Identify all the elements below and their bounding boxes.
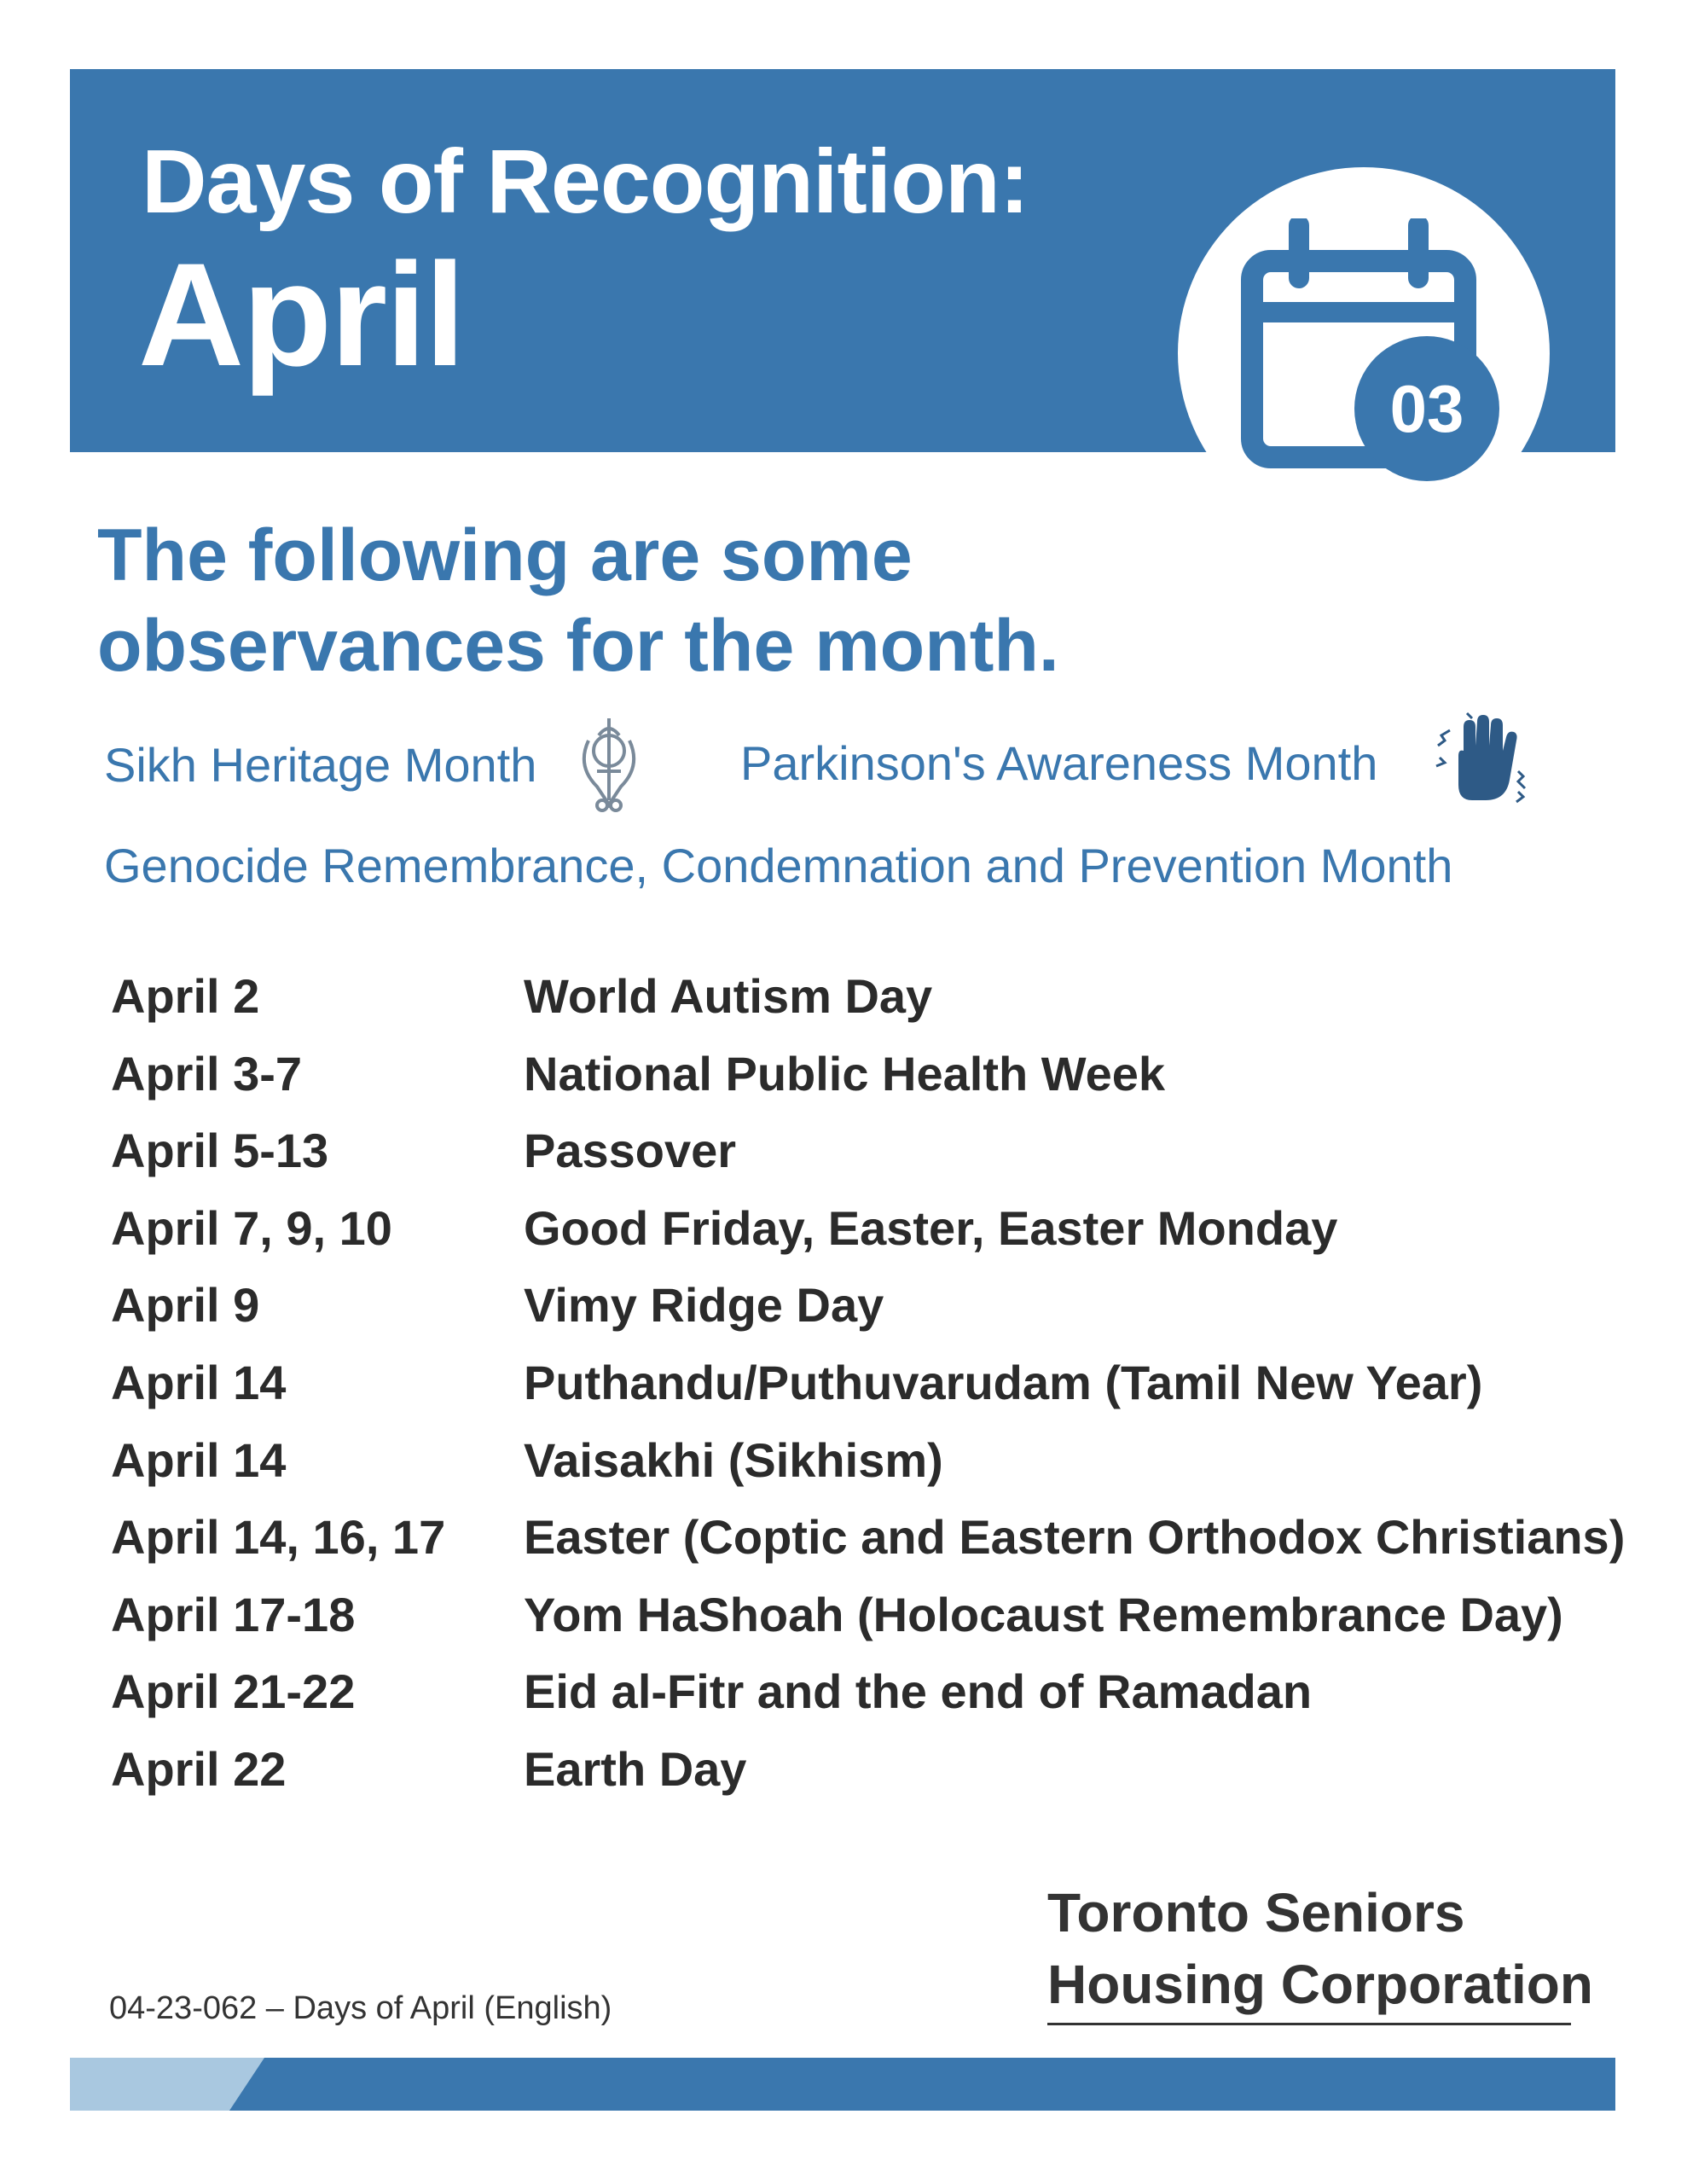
event-date: April 17-18 xyxy=(111,1587,356,1641)
event-date: April 3-7 xyxy=(111,1046,303,1101)
event-date: April 22 xyxy=(111,1741,287,1796)
event-date: April 21-22 xyxy=(111,1664,356,1719)
event-name: Eid al-Fitr and the end of Ramadan xyxy=(524,1664,1313,1719)
observance-genocide-remembrance-month: Genocide Remembrance, Condemnation and Prevention Month xyxy=(104,839,1453,892)
list-item xyxy=(111,962,1629,1040)
event-date: April 7, 9, 10 xyxy=(111,1200,392,1255)
event-name: Vimy Ridge Day xyxy=(524,1278,884,1333)
page-title: April xyxy=(138,233,464,397)
shaking-hand-icon xyxy=(1433,712,1527,809)
calendar-number-badge: 03 xyxy=(1354,336,1499,481)
list-item xyxy=(111,1271,1629,1349)
list-item xyxy=(111,1349,1629,1426)
event-name: Passover xyxy=(524,1124,737,1178)
org-line1: Toronto Seniors xyxy=(1047,1882,1465,1943)
org-line2: Housing Corporation xyxy=(1047,1954,1593,2015)
event-name: Puthandu/Puthuvarudam (Tamil New Year) xyxy=(524,1355,1483,1409)
intro-heading: The following are some observances for the month. xyxy=(97,514,1059,687)
list-item xyxy=(111,1503,1629,1581)
organization-logo-text xyxy=(1047,1877,1593,2020)
event-date: April 5-13 xyxy=(111,1124,329,1178)
event-name: Earth Day xyxy=(524,1741,747,1796)
list-item xyxy=(111,1194,1629,1272)
khanda-icon xyxy=(573,715,645,816)
list-item xyxy=(111,1040,1629,1118)
event-name: Good Friday, Easter, Easter Monday xyxy=(524,1200,1338,1255)
list-item xyxy=(111,1581,1629,1658)
event-name: World Autism Day xyxy=(524,969,933,1023)
title-line1: Days of Recognition: xyxy=(142,131,1029,232)
event-date: April 14, 16, 17 xyxy=(111,1510,446,1565)
list-item xyxy=(111,1658,1629,1735)
list-item xyxy=(111,1735,1629,1813)
event-name: National Public Health Week xyxy=(524,1046,1166,1101)
events-list xyxy=(111,962,1629,1813)
event-name: Vaisakhi (Sikhism) xyxy=(524,1432,943,1487)
event-date: April 14 xyxy=(111,1432,287,1487)
observance-sikh-heritage-month: Sikh Heritage Month xyxy=(104,738,537,792)
document-code: 04-23-062 – Days of April (English) xyxy=(109,1990,612,2026)
event-date: April 14 xyxy=(111,1355,287,1409)
event-name: Easter (Coptic and Eastern Orthodox Christians) xyxy=(524,1510,1626,1565)
logo-underline xyxy=(1047,2023,1571,2025)
event-name: Yom HaShoah (Holocaust Remembrance Day) xyxy=(524,1587,1563,1641)
list-item xyxy=(111,1117,1629,1194)
footer-bar xyxy=(70,2058,1615,2111)
observance-parkinsons-awareness-month: Parkinson's Awareness Month xyxy=(740,736,1378,790)
event-date: April 9 xyxy=(111,1278,260,1333)
list-item xyxy=(111,1426,1629,1504)
event-date: April 2 xyxy=(111,969,260,1023)
